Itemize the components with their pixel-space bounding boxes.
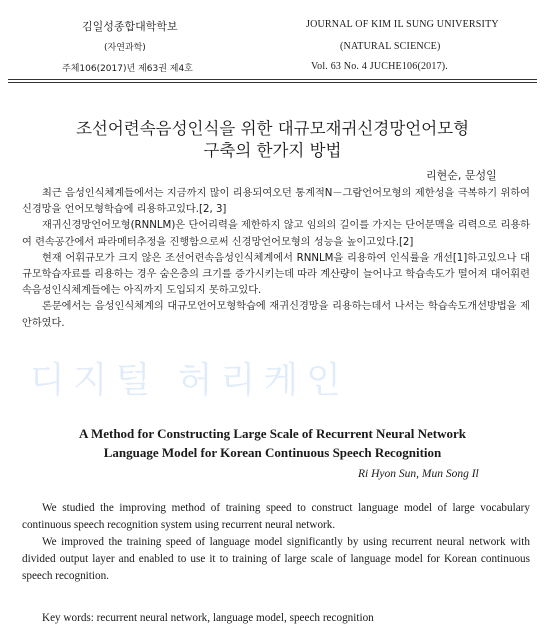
header-rule-bottom — [8, 82, 537, 83]
journal-title-english: JOURNAL OF KIM IL SUNG UNIVERSITY — [306, 19, 499, 30]
journal-subtitle-english: (NATURAL SCIENCE) — [340, 41, 441, 52]
keywords: Key words: recurrent neural network, language model, speech recognition — [42, 612, 374, 624]
header-rule-top — [8, 79, 537, 80]
abstract-korean-paragraph: 론문에서는 음성인식체계의 대규모언어모형학습에 재귀신경망을 리용하는데서 나서는 학습속도개선방법을 제안하였다. — [22, 301, 530, 329]
authors-korean: 리현순, 문성일 — [426, 169, 497, 182]
paper-title-korean-line2: 구축의 한가지 방법 — [203, 141, 342, 160]
abstract-korean-paragraph: 현재 어휘규모가 크지 않은 조선어련속음성인식체계에서 RNNLM을 리용하여 인식률을 개선[1]하고있으나 대규모학습자료를 리용하는 경우 숨은층의 크기를 증가시키는데 따라 계산량이 늘어나고 학습속도가 떨어져 대어휘련속음성인식체계들에는 아직까지 도입되지 못하고있다. — [22, 252, 530, 297]
abstract-english-paragraph: We improved the training speed of language model significantly by using recurrent neural network with divided output layer and enabled to use it to training of large scale of language model for Korean continuous speech recognition. — [22, 536, 530, 582]
journal-issue-korean: 주체106(2017)년 제63권 제4호 — [62, 64, 193, 74]
journal-title-korean: 김일성종합대학학보 — [82, 20, 178, 33]
paper-title-english — [0, 424, 545, 462]
authors-english: Ri Hyon Sun, Mun Song Il — [358, 468, 479, 480]
abstract-english-paragraph: We studied the improving method of training speed to construct language model of large vocabulary continuous speech recognition system using recurrent neural network. — [22, 502, 530, 531]
abstract-korean-paragraph: 최근 음성인식체계들에서는 지금까지 많이 리용되여오던 통계적N－그람언어모형의 제한성을 극복하기 위하여 신경망을 언어모형학습에 리용하고있다.[2, 3] — [22, 188, 530, 216]
abstract-korean-paragraph: 재귀신경망언어모형(RNNLM)은 단어리력을 제한하지 않고 임의의 길이를 가지는 단어문맥을 리력으로 리용하여 련속공간에서 파라메터추정을 진행함으로써 신경망언어모형의 성능을 높이고있다.[2] — [22, 220, 530, 248]
paper-title-korean-line1: 조선어련속음성인식을 위한 대규모재귀신경망언어모형 — [75, 119, 470, 138]
abstract-korean — [22, 186, 530, 332]
watermark-text: 디지털 허리케인 — [30, 360, 349, 401]
journal-subtitle-korean: (자연과학) — [104, 43, 146, 53]
paper-title-english-line2: Language Model for Korean Continuous Speech Recognition — [103, 445, 442, 460]
paper-title-english-line1: A Method for Constructing Large Scale of Recurrent Neural Network — [79, 426, 466, 441]
journal-issue-english: Vol. 63 No. 4 JUCHE106(2017). — [311, 61, 449, 72]
abstract-english — [22, 500, 530, 585]
